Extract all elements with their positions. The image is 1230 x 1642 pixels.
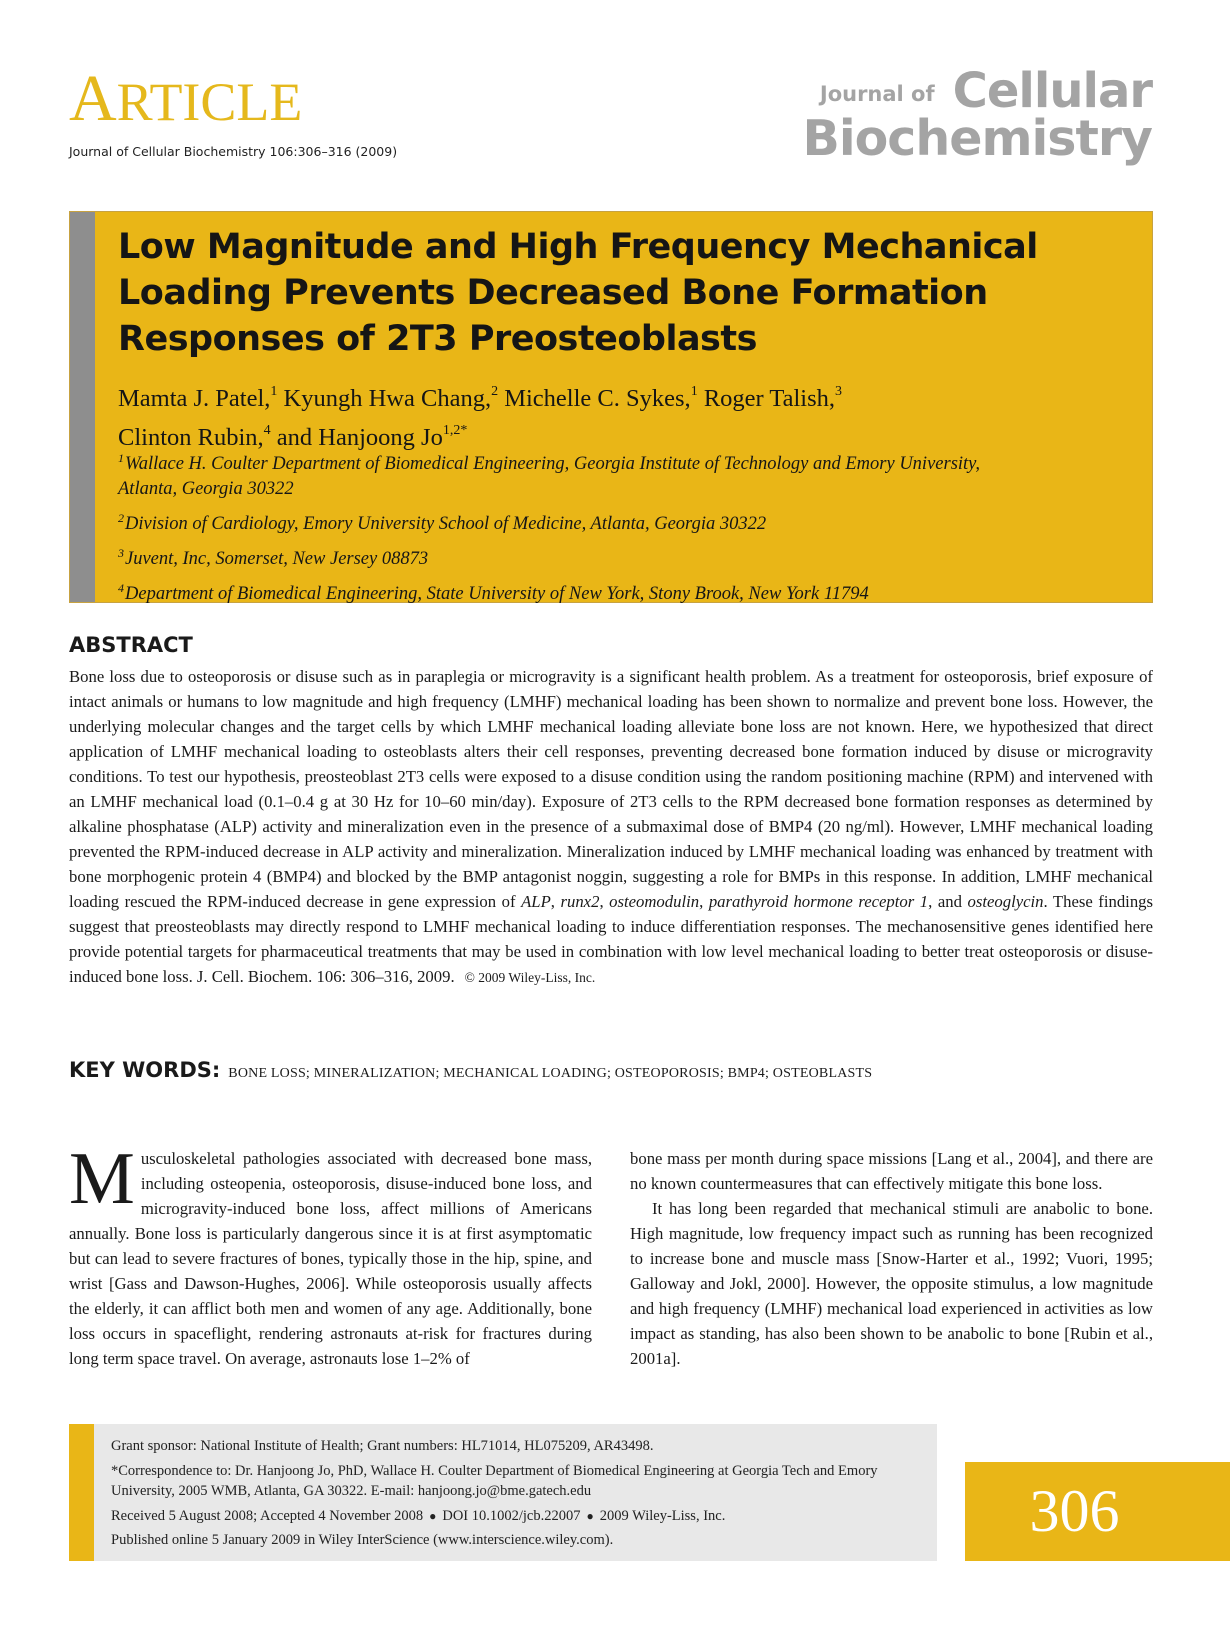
journal-logo-of: Journal of bbox=[819, 82, 935, 106]
body-column-left bbox=[69, 1138, 592, 1371]
affiliation: $^2$Division of Cardiology, Emory University School of Medicine, Atlanta, Georgia 30322 bbox=[118, 511, 767, 534]
journal-logo bbox=[802, 63, 1152, 167]
body-paragraph: It has long been regarded that mechanical stimuli are anabolic to bone. High magnitude, low frequency impact such as running has been recognized to increase bone and muscle mass [Snow-Harter et al., 1992; Vuori, 1995; Galloway and Jokl, 2000]. However, the opposite stimulus, a low magnitude and high frequency (LMHF) mechanical load experienced in activities as low impact as standing, has also been shown to be anabolic to bone [Rubin et al., 2001a]. bbox=[630, 1199, 1153, 1368]
journal-citation: Journal of Cellular Biochemistry 106:306–316 (2009) bbox=[69, 144, 398, 159]
article-label: ARTICLE bbox=[69, 62, 303, 135]
author: and Hanjoong $Jo^{1,2*}$ bbox=[276, 423, 468, 451]
affiliation: $^4$Department of Biomedical Engineering, State University of New York, Stony Brook, New York 11794 bbox=[118, 581, 869, 604]
author: Michelle C. Sykes,$^1$ bbox=[504, 384, 698, 412]
abstract-copyright: © 2009 Wiley-Liss, Inc. bbox=[464, 970, 596, 985]
bullet: ● bbox=[429, 1508, 437, 1523]
keywords-heading: KEY WORDS: bbox=[69, 1058, 221, 1082]
author: Roger Talish,$^3$ bbox=[703, 384, 843, 412]
author: Mamta J. Patel,$^1$ bbox=[118, 384, 278, 412]
author: Kyungh Hwa Chang,$^2$ bbox=[283, 384, 499, 412]
footer-box bbox=[69, 1424, 937, 1561]
title-box bbox=[69, 211, 1153, 603]
journal-logo-cellular: Cellular bbox=[952, 63, 1152, 119]
footer-side-bar bbox=[69, 1424, 94, 1561]
keywords bbox=[69, 1058, 1153, 1082]
article-title: Low Magnitude and High Frequency Mechanical Loading Prevents Decreased Bone Formation Responses of 2T3 Preosteoblasts bbox=[118, 227, 1038, 359]
journal-logo-biochemistry: Biochemistry bbox=[802, 110, 1152, 167]
affiliation: $^1$Wallace H. Coulter Department of Biomedical Engineering, Georgia Institute of Technology and Emory University, Atlanta, Georgia 30322 bbox=[118, 451, 980, 499]
abstract-heading: ABSTRACT bbox=[69, 633, 193, 657]
body-paragraph: bone mass per month during space missions [Lang et al., 2004], and there are no known countermeasures that can effectively mitigate this bone loss. bbox=[630, 1149, 1153, 1193]
title-side-bar bbox=[70, 212, 95, 602]
keywords-list: BONE LOSS; MINERALIZATION; MECHANICAL LOADING; OSTEOPOROSIS; BMP4; OSTEOBLASTS bbox=[228, 1066, 873, 1081]
page-number-box bbox=[965, 1462, 1230, 1561]
footer-notes bbox=[111, 1436, 921, 1555]
drop-cap: M bbox=[69, 1138, 135, 1220]
bullet: ● bbox=[586, 1508, 594, 1523]
author-list bbox=[118, 376, 1128, 454]
dates-note: Received 5 August 2008; Accepted 4 November 2008 ● DOI 10.1002/jcb.22007 ● 2009 Wiley-Liss, Inc. bbox=[111, 1506, 921, 1527]
page-number: 306 bbox=[1029, 1478, 1120, 1544]
published-note: Published online 5 January 2009 in Wiley InterScience (www.interscience.wiley.com). bbox=[111, 1532, 614, 1548]
body-paragraph: Musculoskeletal pathologies associated with decreased bone mass, including osteopenia, osteoporosis, disuse-induced bone loss, and microgravity-induced bone loss, affect millions of Americans annually. Bone loss is particularly dangerous since it is at first asymptomatic but can lead to severe fractures of bones, typically those in the hip, spine, and wrist [Gass and Dawson-Hughes, 2006]. While osteoporosis usually affects the elderly, it can afflict both men and women of any age. Additionally, bone loss occurs in spaceflight, rendering astronauts at-risk for fractures during long term space travel. On average, astronauts lose 1–2% of bbox=[69, 1138, 592, 1368]
body-column-right bbox=[630, 1146, 1153, 1371]
author: Clinton Rubin,$^4$ bbox=[118, 423, 271, 451]
affiliation: $^3$Juvent, Inc, Somerset, New Jersey 08873 bbox=[118, 546, 429, 569]
abstract-text: Bone loss due to osteoporosis or disuse such as in paraplegia or microgravity is a significant health problem. As a treatment for osteoporosis, brief exposure of intact animals or humans to low magnitude and high frequency (LMHF) mechanical loading has been shown to normalize and prevent bone loss. However, the underlying molecular changes and the target cells by which LMHF mechanical loading alleviate bone loss are not known. Here, we hypothesized that direct application of LMHF mechanical loading to osteoblasts alters their cell responses, preventing decreased bone formation induced by disuse or microgravity conditions. To test our hypothesis, preosteoblast 2T3 cells were exposed to a disuse condition using the random positioning machine (RPM) and intervened with an LMHF mechanical load (0.1–0.4 g at 30 Hz for 10–60 min/day). Exposure of 2T3 cells to the RPM decreased bone formation responses as determined by alkaline phosphatase (ALP) activity and mineralization even in the presence of a submaximal dose of BMP4 (20 ng/ml). However, LMHF mechanical loading prevented the RPM-induced decrease in ALP activity and mineralization. Mineralization induced by LMHF mechanical loading was enhanced by treatment with bone morphogenic protein 4 (BMP4) and blocked by the BMP antagonist noggin, suggesting a role for BMPs in this response. In addition, LMHF mechanical loading rescued the RPM-induced decrease in gene expression of ALP, runx2, osteomodulin, parathyroid hormone receptor 1, and osteoglycin. These findings suggest that preosteoblasts may directly respond to LMHF mechanical loading to induce differentiation responses. The mechanosensitive genes identified here provide potential targets for pharmaceutical treatments that may be used in combination with low level mechanical loading to better treat osteoporosis or disuse-induced bone loss. J. Cell. Biochem. 106: 306–316, 2009. © 2009 Wiley-Liss, Inc. bbox=[69, 667, 1153, 986]
affiliation-list bbox=[118, 446, 1128, 611]
correspondence-note: *Correspondence to: Dr. Hanjoong Jo, PhD, Wallace H. Coulter Department of Biomedical Engineering at Georgia Tech and Emory University, 2005 WMB, Atlanta, GA 30322. E-mail: hanjoong.jo@bme.gatech.edu bbox=[111, 1462, 878, 1499]
grant-note: Grant sponsor: National Institute of Health; Grant numbers: HL71014, HL075209, AR43498. bbox=[111, 1438, 654, 1454]
